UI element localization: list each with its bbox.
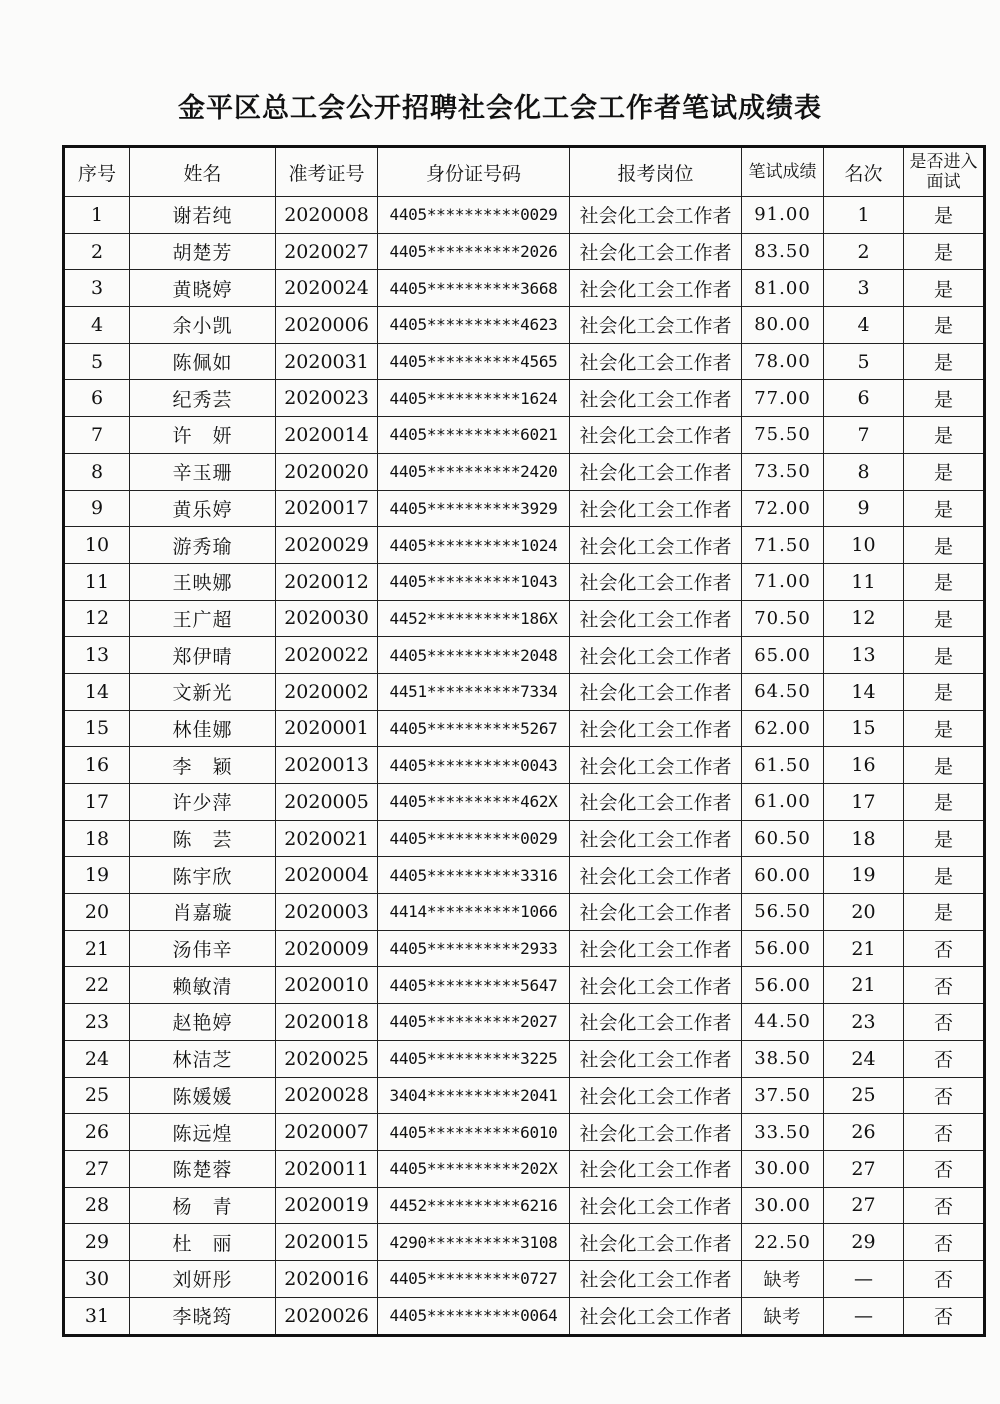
row-id-number: 4405**********1024 [378,527,570,564]
row-ticket: 2020015 [276,1224,378,1261]
row-position: 社会化工会工作者 [570,1297,742,1335]
row-name: 赵艳婷 [130,1004,276,1041]
row-name: 杨 青 [130,1187,276,1224]
row-ticket: 2020011 [276,1150,378,1187]
row-seq: 20 [64,894,130,931]
table-row [64,1114,985,1151]
row-rank: 27 [824,1187,904,1224]
row-id-number: 4405**********2048 [378,637,570,674]
row-interview: 是 [904,747,985,784]
row-score: 37.50 [742,1077,824,1114]
row-id-number: 4405**********4565 [378,343,570,380]
row-seq: 9 [64,490,130,527]
row-position: 社会化工会工作者 [570,1077,742,1114]
row-position: 社会化工会工作者 [570,453,742,490]
row-ticket: 2020019 [276,1187,378,1224]
row-ticket: 2020027 [276,233,378,270]
row-seq: 5 [64,343,130,380]
table-row [64,1004,985,1041]
table-row [64,197,985,234]
row-interview: 是 [904,197,985,234]
page-title: 金平区总工会公开招聘社会化工会工作者笔试成绩表 [178,93,822,124]
row-seq: 26 [64,1114,130,1151]
row-ticket: 2020002 [276,673,378,710]
row-seq: 18 [64,820,130,857]
row-rank: 5 [824,343,904,380]
row-position: 社会化工会工作者 [570,490,742,527]
row-score: 38.50 [742,1040,824,1077]
row-position: 社会化工会工作者 [570,710,742,747]
row-rank: 14 [824,673,904,710]
row-position: 社会化工会工作者 [570,1004,742,1041]
row-ticket: 2020017 [276,490,378,527]
row-position: 社会化工会工作者 [570,673,742,710]
row-position: 社会化工会工作者 [570,857,742,894]
table-row [64,1077,985,1114]
row-ticket: 2020024 [276,270,378,307]
row-rank: 13 [824,637,904,674]
row-interview: 是 [904,600,985,637]
row-interview: 是 [904,637,985,674]
row-rank: 8 [824,453,904,490]
row-name: 赖敏清 [130,967,276,1004]
row-id-number: 4414**********1066 [378,894,570,931]
row-position: 社会化工会工作者 [570,380,742,417]
row-seq: 6 [64,380,130,417]
row-score: 75.50 [742,417,824,454]
row-interview: 否 [904,1114,985,1151]
row-position: 社会化工会工作者 [570,637,742,674]
row-rank: 12 [824,600,904,637]
row-seq: 28 [64,1187,130,1224]
row-score: 83.50 [742,233,824,270]
row-score: 60.50 [742,820,824,857]
row-id-number: 4451**********7334 [378,673,570,710]
row-interview: 是 [904,527,985,564]
row-interview: 是 [904,784,985,821]
row-rank: 18 [824,820,904,857]
row-interview: 是 [904,380,985,417]
row-position: 社会化工会工作者 [570,1114,742,1151]
row-seq: 30 [64,1260,130,1297]
table-row [64,1224,985,1261]
row-score: 71.00 [742,563,824,600]
row-ticket: 2020025 [276,1040,378,1077]
row-rank: 25 [824,1077,904,1114]
table-row [64,1150,985,1187]
row-rank: 20 [824,894,904,931]
row-ticket: 2020008 [276,197,378,234]
row-interview: 是 [904,343,985,380]
table-row [64,967,985,1004]
row-interview: 否 [904,1150,985,1187]
header-score: 笔试成绩 [742,147,824,197]
row-ticket: 2020005 [276,784,378,821]
row-ticket: 2020013 [276,747,378,784]
row-seq: 16 [64,747,130,784]
row-name: 杜 丽 [130,1224,276,1261]
row-name: 陈宇欣 [130,857,276,894]
row-ticket: 2020016 [276,1260,378,1297]
row-seq: 11 [64,563,130,600]
row-score: 64.50 [742,673,824,710]
row-seq: 10 [64,527,130,564]
row-interview: 否 [904,1004,985,1041]
row-score: 77.00 [742,380,824,417]
row-seq: 14 [64,673,130,710]
row-ticket: 2020026 [276,1297,378,1335]
row-rank: 9 [824,490,904,527]
row-rank: 16 [824,747,904,784]
row-name: 纪秀芸 [130,380,276,417]
row-score: 30.00 [742,1150,824,1187]
row-score: 缺考 [742,1260,824,1297]
row-interview: 是 [904,233,985,270]
row-rank: 26 [824,1114,904,1151]
row-ticket: 2020007 [276,1114,378,1151]
row-seq: 27 [64,1150,130,1187]
row-seq: 3 [64,270,130,307]
row-interview: 否 [904,1297,985,1335]
row-rank: 1 [824,197,904,234]
row-interview: 是 [904,673,985,710]
table-row [64,894,985,931]
header-rank: 名次 [824,147,904,197]
row-id-number: 4405**********2933 [378,930,570,967]
row-rank: 3 [824,270,904,307]
row-rank: 24 [824,1040,904,1077]
row-id-number: 4405**********3316 [378,857,570,894]
header-id-number: 身份证号码 [378,147,570,197]
row-name: 陈远煌 [130,1114,276,1151]
table-row [64,1040,985,1077]
row-interview: 否 [904,1260,985,1297]
row-ticket: 2020020 [276,453,378,490]
table-row [64,490,985,527]
row-interview: 是 [904,563,985,600]
row-id-number: 4405**********4623 [378,307,570,344]
row-position: 社会化工会工作者 [570,417,742,454]
row-seq: 15 [64,710,130,747]
row-interview: 是 [904,894,985,931]
row-score: 80.00 [742,307,824,344]
row-id-number: 4290**********3108 [378,1224,570,1261]
row-interview: 是 [904,857,985,894]
row-score: 56.00 [742,930,824,967]
row-rank: 19 [824,857,904,894]
row-name: 李晓筠 [130,1297,276,1335]
row-ticket: 2020014 [276,417,378,454]
table-row [64,270,985,307]
table-row [64,307,985,344]
header-seq: 序号 [64,147,130,197]
row-position: 社会化工会工作者 [570,1150,742,1187]
table-row [64,1297,985,1335]
row-name: 李 颖 [130,747,276,784]
row-score: 81.00 [742,270,824,307]
row-rank: 2 [824,233,904,270]
row-interview: 否 [904,1187,985,1224]
table-row [64,857,985,894]
row-score: 33.50 [742,1114,824,1151]
row-name: 胡楚芳 [130,233,276,270]
row-id-number: 4405**********2027 [378,1004,570,1041]
row-id-number: 4405**********0043 [378,747,570,784]
table-row [64,637,985,674]
row-id-number: 4405**********0727 [378,1260,570,1297]
row-id-number: 4405**********2026 [378,233,570,270]
row-interview: 是 [904,453,985,490]
table-row [64,453,985,490]
row-id-number: 4405**********5267 [378,710,570,747]
row-name: 王映娜 [130,563,276,600]
row-seq: 22 [64,967,130,1004]
row-ticket: 2020021 [276,820,378,857]
row-score: 72.00 [742,490,824,527]
table-row [64,600,985,637]
row-name: 陈 芸 [130,820,276,857]
row-interview: 否 [904,967,985,1004]
row-rank: 23 [824,1004,904,1041]
row-id-number: 4405**********3929 [378,490,570,527]
row-interview: 是 [904,307,985,344]
row-score: 70.50 [742,600,824,637]
row-ticket: 2020018 [276,1004,378,1041]
row-position: 社会化工会工作者 [570,563,742,600]
row-ticket: 2020001 [276,710,378,747]
row-id-number: 4405**********6010 [378,1114,570,1151]
row-interview: 否 [904,930,985,967]
table-row [64,1187,985,1224]
table-row [64,1260,985,1297]
row-id-number: 4405**********3668 [378,270,570,307]
row-rank: — [824,1260,904,1297]
row-ticket: 2020030 [276,600,378,637]
table-row [64,820,985,857]
row-ticket: 2020031 [276,343,378,380]
row-position: 社会化工会工作者 [570,930,742,967]
row-seq: 25 [64,1077,130,1114]
row-seq: 24 [64,1040,130,1077]
row-rank: 7 [824,417,904,454]
header-ticket: 准考证号 [276,147,378,197]
row-interview: 是 [904,417,985,454]
row-score: 71.50 [742,527,824,564]
row-score: 44.50 [742,1004,824,1041]
row-name: 黄乐婷 [130,490,276,527]
row-name: 汤伟辛 [130,930,276,967]
row-name: 陈楚蓉 [130,1150,276,1187]
header-position: 报考岗位 [570,147,742,197]
row-position: 社会化工会工作者 [570,307,742,344]
row-name: 游秀瑜 [130,527,276,564]
row-interview: 是 [904,270,985,307]
row-score: 缺考 [742,1297,824,1335]
row-name: 谢若纯 [130,197,276,234]
score-table [62,145,986,1337]
row-name: 黄晓婷 [130,270,276,307]
row-name: 许 妍 [130,417,276,454]
row-ticket: 2020006 [276,307,378,344]
table-row [64,747,985,784]
row-id-number: 4405**********3225 [378,1040,570,1077]
row-seq: 17 [64,784,130,821]
table-header-row [64,147,985,197]
row-id-number: 4405**********1043 [378,563,570,600]
row-id-number: 4405**********0064 [378,1297,570,1335]
row-seq: 8 [64,453,130,490]
row-name: 王广超 [130,600,276,637]
row-seq: 31 [64,1297,130,1335]
row-name: 陈佩如 [130,343,276,380]
row-id-number: 4452**********186X [378,600,570,637]
row-id-number: 3404**********2041 [378,1077,570,1114]
row-score: 62.00 [742,710,824,747]
row-rank: 6 [824,380,904,417]
row-seq: 7 [64,417,130,454]
row-score: 61.00 [742,784,824,821]
row-seq: 19 [64,857,130,894]
row-rank: 29 [824,1224,904,1261]
row-seq: 1 [64,197,130,234]
table-row [64,673,985,710]
row-rank: — [824,1297,904,1335]
table-row [64,527,985,564]
row-ticket: 2020029 [276,527,378,564]
row-position: 社会化工会工作者 [570,197,742,234]
row-name: 陈媛媛 [130,1077,276,1114]
row-position: 社会化工会工作者 [570,1187,742,1224]
row-position: 社会化工会工作者 [570,820,742,857]
row-seq: 12 [64,600,130,637]
row-name: 许少萍 [130,784,276,821]
row-position: 社会化工会工作者 [570,343,742,380]
table-row [64,380,985,417]
row-name: 肖嘉璇 [130,894,276,931]
row-ticket: 2020003 [276,894,378,931]
row-score: 61.50 [742,747,824,784]
table-row [64,784,985,821]
row-ticket: 2020022 [276,637,378,674]
header-name: 姓名 [130,147,276,197]
row-id-number: 4405**********0029 [378,197,570,234]
row-position: 社会化工会工作者 [570,270,742,307]
header-interview: 是否进入面试 [904,147,985,197]
table-row [64,417,985,454]
row-id-number: 4405**********6021 [378,417,570,454]
row-interview: 是 [904,490,985,527]
row-rank: 21 [824,930,904,967]
row-seq: 21 [64,930,130,967]
row-id-number: 4452**********6216 [378,1187,570,1224]
row-interview: 否 [904,1224,985,1261]
row-seq: 4 [64,307,130,344]
row-score: 91.00 [742,197,824,234]
table-body [64,197,985,1336]
row-position: 社会化工会工作者 [570,1224,742,1261]
table-row [64,563,985,600]
row-ticket: 2020009 [276,930,378,967]
row-name: 辛玉珊 [130,453,276,490]
row-ticket: 2020028 [276,1077,378,1114]
row-position: 社会化工会工作者 [570,747,742,784]
table-row [64,233,985,270]
row-ticket: 2020010 [276,967,378,1004]
table-row [64,710,985,747]
row-interview: 是 [904,820,985,857]
table-row [64,930,985,967]
row-position: 社会化工会工作者 [570,784,742,821]
row-id-number: 4405**********5647 [378,967,570,1004]
row-position: 社会化工会工作者 [570,894,742,931]
row-rank: 15 [824,710,904,747]
row-ticket: 2020004 [276,857,378,894]
row-rank: 11 [824,563,904,600]
row-score: 73.50 [742,453,824,490]
row-id-number: 4405**********2420 [378,453,570,490]
row-name: 文新光 [130,673,276,710]
row-id-number: 4405**********0029 [378,820,570,857]
row-rank: 17 [824,784,904,821]
row-id-number: 4405**********202X [378,1150,570,1187]
row-seq: 13 [64,637,130,674]
row-seq: 29 [64,1224,130,1261]
row-score: 56.50 [742,894,824,931]
row-score: 22.50 [742,1224,824,1261]
row-ticket: 2020012 [276,563,378,600]
row-position: 社会化工会工作者 [570,1260,742,1297]
row-ticket: 2020023 [276,380,378,417]
row-seq: 2 [64,233,130,270]
row-id-number: 4405**********1624 [378,380,570,417]
row-rank: 21 [824,967,904,1004]
row-position: 社会化工会工作者 [570,967,742,1004]
row-name: 刘妍彤 [130,1260,276,1297]
table-row [64,343,985,380]
row-interview: 否 [904,1077,985,1114]
row-position: 社会化工会工作者 [570,233,742,270]
row-interview: 是 [904,710,985,747]
row-name: 林佳娜 [130,710,276,747]
row-score: 60.00 [742,857,824,894]
row-name: 林洁芝 [130,1040,276,1077]
row-score: 78.00 [742,343,824,380]
row-name: 余小凯 [130,307,276,344]
row-score: 65.00 [742,637,824,674]
row-position: 社会化工会工作者 [570,1040,742,1077]
row-rank: 27 [824,1150,904,1187]
row-interview: 否 [904,1040,985,1077]
row-id-number: 4405**********462X [378,784,570,821]
row-rank: 10 [824,527,904,564]
row-position: 社会化工会工作者 [570,600,742,637]
row-position: 社会化工会工作者 [570,527,742,564]
row-name: 郑伊晴 [130,637,276,674]
row-rank: 4 [824,307,904,344]
row-score: 56.00 [742,967,824,1004]
row-score: 30.00 [742,1187,824,1224]
row-seq: 23 [64,1004,130,1041]
